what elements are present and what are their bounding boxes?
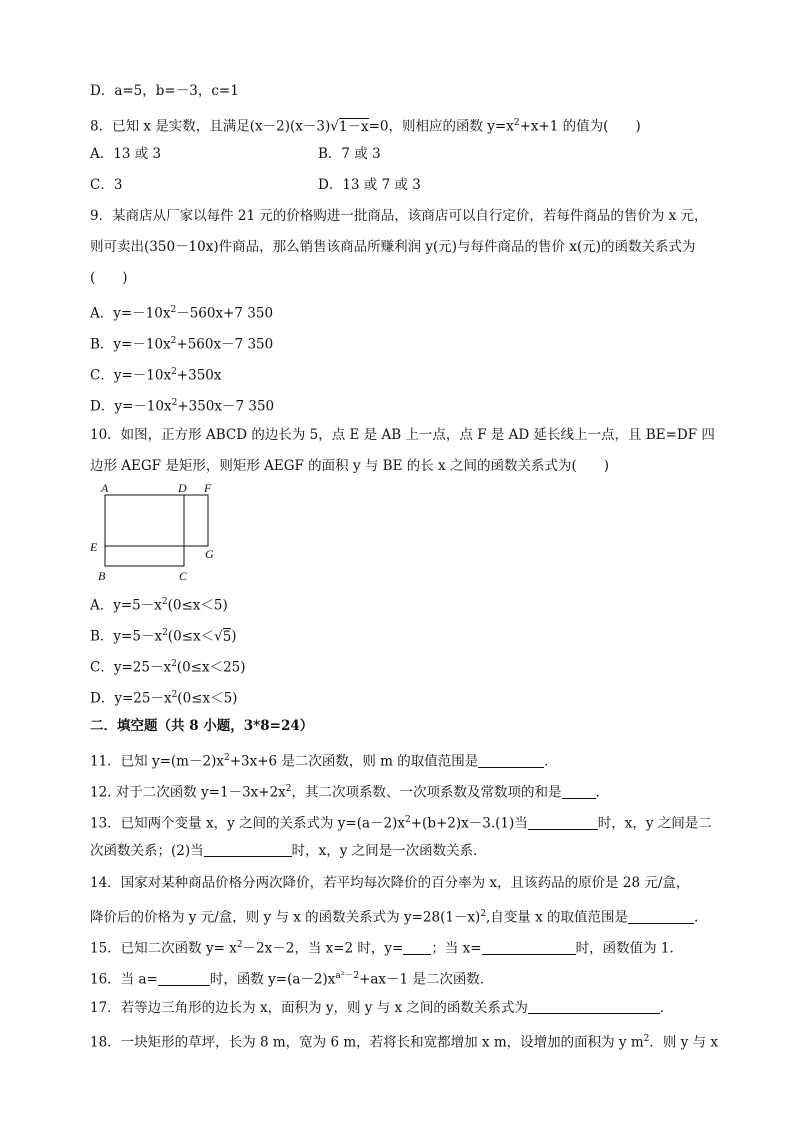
answer-blank[interactable] bbox=[562, 784, 596, 799]
q9-option-b: B．$y=-10x^2+560x-7$ 350 bbox=[90, 336, 274, 353]
section-2-heading: 二．填空题（共 8 小题，3*8=24） bbox=[90, 718, 314, 734]
answer-blank[interactable] bbox=[403, 940, 431, 955]
label-f: F bbox=[204, 481, 212, 495]
sqrt-symbol: √ bbox=[214, 628, 223, 645]
question-8: 8．已知 x 是实数，且满足(x－2)(x－3)√1－x=0，则相应的函数 $y=x^2+x+1$ 的值为( ) bbox=[90, 118, 641, 135]
question-17: 17．若等边三角形的边长为 x，面积为 y，则 y 与 x 之间的函数关系式为 ． bbox=[90, 1000, 674, 1016]
question-12: 12. 对于二次函数 $y=1-3x+2x^2$，其二次项系数、一次项系数及常数项的和是 ． bbox=[90, 784, 610, 801]
question-16: 16．当 a= 时，函数 $y=(a-2)x^{a^2-2}+ax-1$ 是二次函数． bbox=[90, 971, 494, 988]
q13-line-1: 13．已知两个变量 x，y 之间的关系式为 $y=(a-2)x^2+(b+2)x-3.(1)$当 时，x，y 之间是二 bbox=[90, 815, 712, 832]
q10-option-a: A．$y=5-x^2(0\le x<5)$ bbox=[90, 597, 228, 614]
label-b: B bbox=[98, 569, 106, 583]
label-c: C bbox=[179, 569, 188, 583]
q7-option-d: D．a=5，b=－3，c=1 bbox=[90, 83, 239, 99]
answer-blank[interactable] bbox=[628, 909, 694, 924]
q10-line-2: 边形 AEGF 是矩形，则矩形 AEGF 的面积 y 与 BE 的长 x 之间的函数关系式为( ) bbox=[90, 458, 609, 474]
q10-line-1: 10．如图，正方形 ABCD 的边长为 5，点 E 是 AB 上一点，点 F 是 AD 延长线上一点，且 BE=DF 四 bbox=[90, 427, 715, 443]
geometry-figure bbox=[88, 478, 228, 584]
sqrt-symbol: √ bbox=[330, 118, 339, 135]
label-e: E bbox=[90, 540, 98, 554]
q10-option-b: B．$y=5-x^2(0\le x<√5)$ bbox=[90, 628, 237, 645]
q9-line-1: 9．某商店从厂家以每件 21 元的价格购进一批商品，该商店可以自行定价，若每件商品的售价为 x 元， bbox=[90, 208, 708, 224]
answer-blank[interactable] bbox=[478, 753, 544, 768]
q9-line-2: 则可卖出(350－10x)件商品，那么销售该商品所赚利润 y(元)与每件商品的售价 x(元)的函数关系式为 bbox=[90, 239, 696, 255]
q13-line-2: 次函数关系；(2)当 时，x，y 之间是一次函数关系． bbox=[90, 843, 487, 859]
q9-option-c: C．$y=-10x^2+350x$ bbox=[90, 367, 222, 384]
answer-blank[interactable] bbox=[528, 999, 660, 1014]
question-15: 15．已知二次函数 $y= x^2-2x-2$，当 x=2 时，y= ；当 x= 时，函数值为 1. bbox=[90, 940, 674, 957]
answer-blank[interactable] bbox=[528, 815, 598, 830]
label-g: G bbox=[205, 547, 214, 561]
label-d: D bbox=[178, 481, 187, 495]
q10-option-c: C．$y=25-x^2(0\le x<25)$ bbox=[90, 659, 246, 676]
answer-blank[interactable] bbox=[204, 842, 292, 857]
q9-line-3: ( ) bbox=[90, 270, 128, 286]
q10-option-d: D．$y=25-x^2(0\le x<5)$ bbox=[90, 690, 238, 707]
question-11: 11．已知 $y=(m-2)x^2+3x+6$ 是二次函数，则 m 的取值范围是 ． bbox=[90, 753, 558, 770]
label-a: A bbox=[101, 481, 109, 495]
square-abcd bbox=[105, 495, 184, 566]
question-18: 18．一块矩形的草坪，长为 8 m，宽为 6 m，若将长和宽都增加 x m，设增加的面积为 y $m^2$．则 y 与 x bbox=[90, 1034, 718, 1051]
rectangle-aegf-edge bbox=[184, 495, 208, 546]
q8-options-cd: C．3 D．13 或 7 或 3 bbox=[90, 177, 421, 193]
q8-options-ab: A．13 或 3 B．7 或 3 bbox=[90, 146, 381, 162]
q9-option-a: A．$y=-10x^2-560x+7$ 350 bbox=[90, 305, 274, 322]
q14-line-1: 14．国家对某种商品价格分两次降价，若平均每次降价的百分率为 x，且该药品的原价是 28 元/盒， bbox=[90, 875, 690, 891]
q14-line-2: 降价后的价格为 y 元/盒，则 y 与 x 的函数关系式为 $y=28(1-x)^2$,自变量 x 的取值范围是 . bbox=[90, 909, 699, 926]
answer-blank[interactable] bbox=[158, 971, 210, 986]
answer-blank[interactable] bbox=[482, 940, 576, 955]
q9-option-d: D．$y=-10x^2+350x-7$ 350 bbox=[90, 398, 275, 415]
